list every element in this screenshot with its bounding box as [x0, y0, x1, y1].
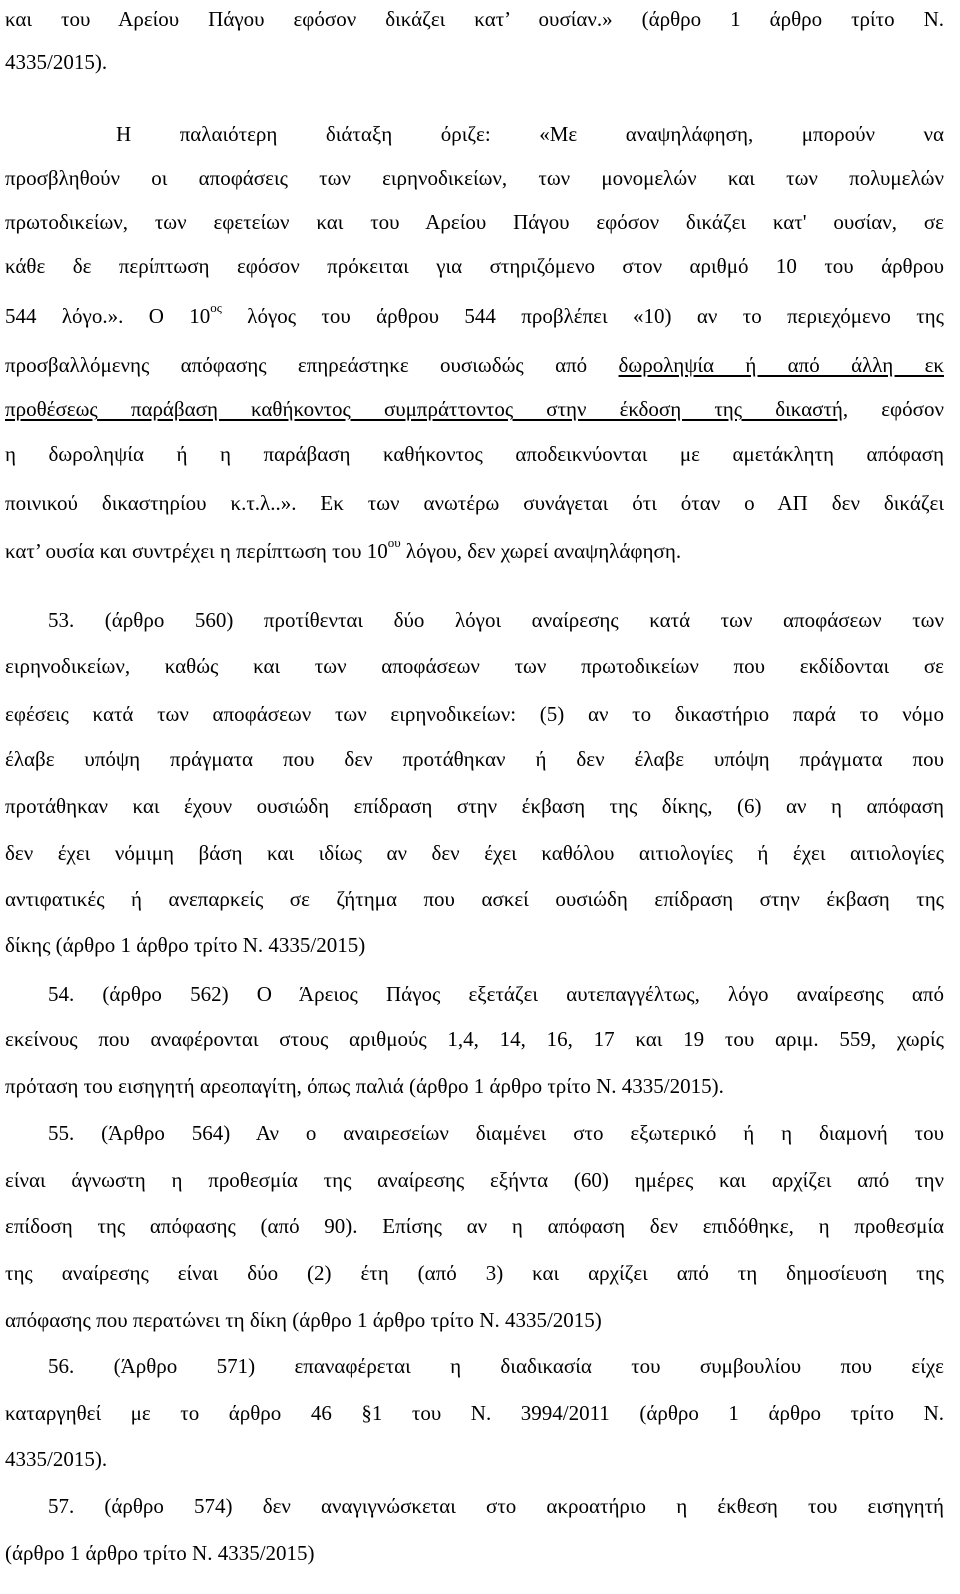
underlined-text: προθέσεως παράβαση καθήκοντος συμπράττοντος στην έκδοση της δικαστή: [5, 397, 843, 421]
text-line: 4335/2015).: [5, 1447, 108, 1471]
text-line: 4335/2015).: [5, 50, 108, 74]
text-line: της αναίρεσης είναι δύο (2) έτη (από 3) και αρχίζει από τη δημοσίευση της: [5, 1261, 944, 1285]
superscript: ος: [210, 300, 222, 315]
text-line: ειρηνοδικείων, καθώς και των αποφάσεων των πρωτοδικείων που εκδίδονται σε: [5, 654, 944, 678]
text-line: κάθε δε περίπτωση εφόσον πρόκειται για στηριζόμενο στον αριθμό 10 του άρθρου: [5, 254, 944, 278]
text-line: απόφασης που περατώνει τη δίκη (άρθρο 1 άρθρο τρίτο Ν. 4335/2015): [5, 1308, 602, 1332]
text-line: καταργηθεί με το άρθρο 46 §1 του Ν. 3994/2011 (άρθρο 1 άρθρο τρίτο Ν.: [5, 1401, 944, 1425]
text-line: πρόταση του εισηγητή αρεοπαγίτη, όπως παλιά (άρθρο 1 άρθρο τρίτο Ν. 4335/2015).: [5, 1074, 724, 1098]
paragraph-start-line: 53. (άρθρο 560) προτίθενται δύο λόγοι αναίρεσης κατά των αποφάσεων των: [48, 608, 944, 632]
text-line: 544 λόγο.». Ο $10^{o\varsigma}$ λόγος του άρθρου 544 προβλέπει «10) αν το περιεχόμενο της: [5, 300, 944, 328]
text-line: εφέσεις κατά των αποφάσεων των ειρηνοδικείων: (5) αν το δικαστήριο παρά το νόμο: [5, 702, 944, 726]
text-line: επίδοση της απόφασης (από 90). Επίσης αν η απόφαση δεν επιδόθηκε, η προθεσμία: [5, 1214, 944, 1238]
text-line: κατ’ ουσία και συντρέχει η περίπτωση του $10^{o\upsilon}$ λόγου, δεν χωρεί αναψηλάφηση.: [5, 535, 682, 563]
text-line: ποινικού δικαστηρίου κ.τ.λ..». Εκ των ανωτέρω συνάγεται ότι όταν ο ΑΠ δεν δικάζει: [5, 491, 944, 515]
text-line: δεν έχει νόμιμη βάση και ιδίως αν δεν έχει καθόλου αιτιολογίες ή έχει αιτιολογίες: [5, 841, 944, 865]
paragraph-start-line: 54. (άρθρο 562) Ο Άρειος Πάγος εξετάζει αυτεπαγγέλτως, λόγο αναίρεσης από: [48, 982, 944, 1006]
paragraph-start-line: 57. (άρθρο 574) δεν αναγιγνώσκεται στο ακροατήριο η έκθεση του εισηγητή: [48, 1494, 944, 1518]
text-line: είναι άγνωστη η προθεσμία της αναίρεσης εξήντα (60) ημέρες και αρχίζει από την: [5, 1168, 944, 1192]
text-line: η δωροληψία ή η παράβαση καθήκοντος αποδεικνύονται με αμετάκλητη απόφαση: [5, 442, 944, 466]
text-line: και του Αρείου Πάγου εφόσον δικάζει κατ’ ουσίαν.» (άρθρο 1 άρθρο τρίτο Ν.: [5, 7, 944, 31]
paragraph-start-line: Η παλαιότερη διάταξη όριζε: «Με αναψηλάφηση, μπορούν να: [116, 122, 944, 146]
text-line: προτάθηκαν και έχουν ουσιώδη επίδραση στην έκβαση της δίκης, (6) αν η απόφαση: [5, 794, 944, 818]
text-line: εκείνους που αναφέρονται στους αριθμούς 1,4, 14, 16, 17 και 19 του αριμ. 559, χωρίς: [5, 1027, 944, 1051]
text-line: έλαβε υπόψη πράγματα που δεν προτάθηκαν ή δεν έλαβε υπόψη πράγματα που: [5, 747, 944, 771]
text-line: προθέσεως παράβαση καθήκοντος συμπράττοντος στην έκδοση της δικαστή, εφόσον: [5, 397, 944, 421]
text-line: προσβληθούν οι αποφάσεις των ειρηνοδικείων, των μονομελών και των πολυμελών: [5, 166, 944, 190]
text-line: αντιφατικές ή ανεπαρκείς σε ζήτημα που ασκεί ουσιώδη επίδραση στην έκβαση της: [5, 887, 944, 911]
text-line: πρωτοδικείων, των εφετείων και του Αρείου Πάγου εφόσον δικάζει κατ' ουσίαν, σε: [5, 210, 944, 234]
text-line: δίκης (άρθρο 1 άρθρο τρίτο Ν. 4335/2015): [5, 933, 366, 957]
text-line: προσβαλλόμενης απόφασης επηρεάστηκε ουσιωδώς από δωροληψία ή από άλλη εκ: [5, 353, 944, 377]
paragraph-start-line: 55. (Άρθρο 564) Αν ο αναιρεσείων διαμένει στο εξωτερικό ή η διαμονή του: [48, 1121, 944, 1145]
text-line: (άρθρο 1 άρθρο τρίτο Ν. 4335/2015): [5, 1541, 315, 1565]
superscript: ου: [387, 535, 401, 550]
paragraph-start-line: 56. (Άρθρο 571) επαναφέρεται η διαδικασία του συμβουλίου που είχε: [48, 1354, 944, 1378]
underlined-text: δωροληψία ή από άλλη εκ: [618, 353, 944, 377]
